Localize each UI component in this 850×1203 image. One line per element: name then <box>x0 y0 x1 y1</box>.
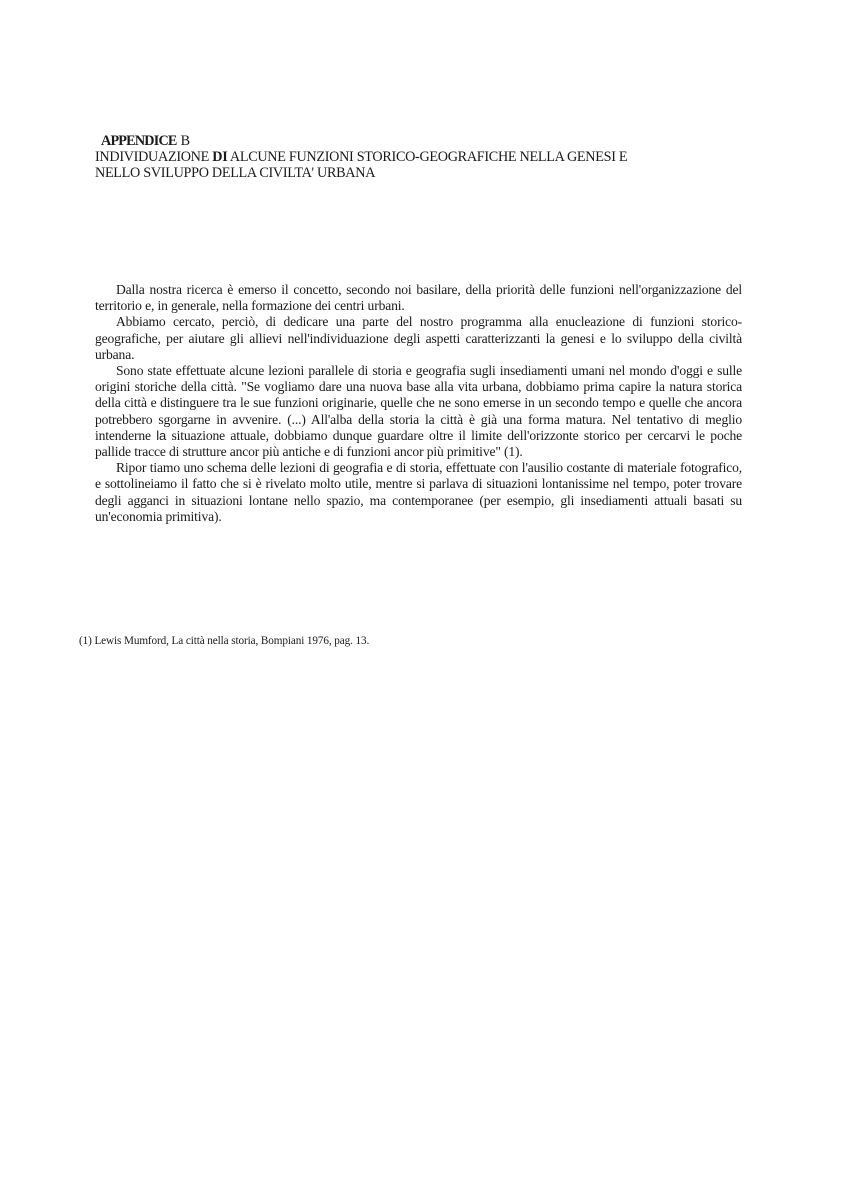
title-part-2: ALCUNE FUNZIONI STORICO-GEOGRAFICHE NELLA GENESI E <box>229 149 628 165</box>
paragraph-3-part-2: situazione attuale, dobbiamo dunque guardare oltre il limite dell'orizzonte storico per cercarvi le poche pallide tracce di strutture ancor più antiche e di funzioni ancor più primitive" (1). <box>95 427 743 460</box>
appendix-letter: B <box>180 133 190 149</box>
appendix-title-line-2: NELLO SVILUPPO DELLA CIVILTA' URBANA <box>95 165 376 181</box>
title-bold-di: DI <box>212 149 228 165</box>
paragraph-4: Ripor tiamo uno schema delle lezioni di geografia e di storia, effettuate con l'ausilio costante di materiale fotografico, e sottolineiamo il fatto che si è rivelato molto utile, mentre si parlava di situazioni lontanissime nel tempo, poter trovare degli agganci in situazioni lontane nello spazio, ma contemporanee (per esempio, gli insediamenti attuali basati su un'economia primitiva). <box>95 460 742 524</box>
footnote: (1) Lewis Mumford, La città nella storia, Bompiani 1976, pag. 13. <box>79 635 370 647</box>
paragraph-3 <box>95 363 742 460</box>
appendix-heading <box>95 133 775 181</box>
paragraph-1: Dalla nostra ricerca è emerso il concetto, secondo noi basilare, della priorità delle funzioni nell'organizzazione del territorio e, in generale, nella formazione dei centri urbani. <box>95 282 742 314</box>
appendix-title-line-1 <box>95 149 775 165</box>
paragraph-2: Abbiamo cercato, perciò, di dedicare una parte del nostro programma alla enucleazione di funzioni storico-geografiche, per aiutare gli allievi nell'individuazione degli aspetti caratterizzanti la genesi e lo sviluppo della civiltà urbana. <box>95 314 742 362</box>
body-text <box>95 282 742 525</box>
title-part-1: INDIVIDUAZIONE <box>95 149 209 165</box>
paragraph-3-part-1: Sono state effettuate alcune lezioni parallele di storia e geografia sugli insediamenti umani nel mondo d'oggi e sulle origini storiche della città. "Se vogliamo dare una nuova base alla vita urbana, dobbiamo prima capire la natura storica della città e distinguere tra le sue funzioni originarie, quelle che ne sono emerse in un secondo tempo e quelle che ancora potrebbero sgorgarne in avvenire. (...) All'alba della storia la città è già una forma matura. Nel tentativo di meglio intenderne <box>95 363 742 443</box>
appendix-label-line <box>95 133 775 149</box>
paragraph-3-la: la <box>156 427 167 443</box>
appendix-label: APPENDICE <box>101 133 177 149</box>
